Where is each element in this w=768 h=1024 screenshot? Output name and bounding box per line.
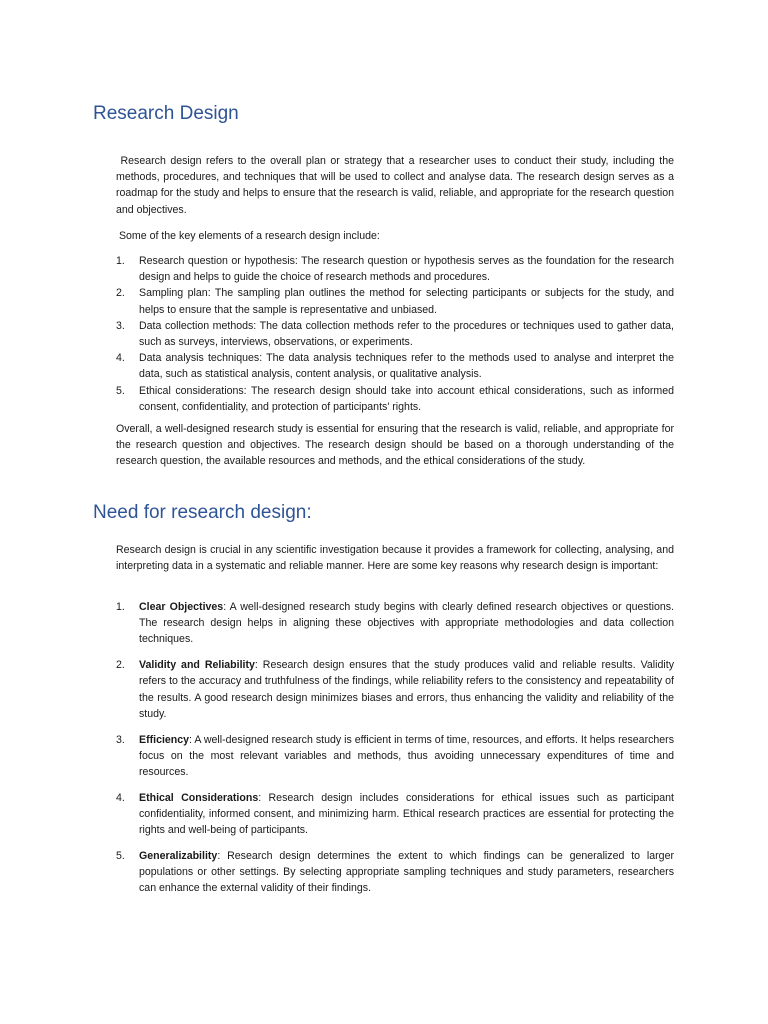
overall-paragraph: Overall, a well-designed research study is essential for ensuring that the research is valid, reliable, and appropriate for the research question and objectives. The research design should be based on a thorough understanding of the research question, the available resources and methods, and the ethical considerations of the study. (116, 423, 674, 468)
list-item: 4. Ethical Considerations: Research design includes considerations for ethical issues such as participant confidentiality, informed consent, and minimizing harm. Ethical research practices are essential for protecting the rights and well-being of participants. (116, 791, 674, 837)
research-design-intro: Research design refers to the overall plan or strategy that a researcher uses to conduct their study, including the methods, procedures, and techniques that will be used to collect and analyse data. The research design serves as a roadmap for the study and helps to ensure that the research is valid, reliable, and appropriate for the research question and objectives. (116, 155, 674, 216)
list-item: 1. Research question or hypothesis: The research question or hypothesis serves as the foundation for the research design and helps to guide the choice of research methods and procedures. (116, 255, 674, 284)
key-elements-list (116, 253, 674, 415)
list-item: 1. Clear Objectives: A well-designed research study begins with clearly defined research objectives or questions. The research design helps in aligning these objectives with appropriate methodologies and data collection techniques. (116, 601, 674, 646)
list-item: 5. Generalizability: Research design determines the extent to which findings can be generalized to larger populations or other settings. By selecting appropriate sampling techniques and study parameters, researchers can enhance the external validity of their findings. (116, 850, 674, 895)
list-item: 2. Sampling plan: The sampling plan outlines the method for selecting participants or subjects for the study, and helps to ensure that the sample is representative and unbiased. (116, 287, 674, 316)
section-heading-research-design: Research Design (93, 103, 239, 124)
list-item: 4. Data analysis techniques: The data analysis techniques refer to the methods used to analyse and interpret the data, such as statistical analysis, content analysis, or qualitative analysis. (116, 352, 674, 381)
list-item: 5. Ethical considerations: The research design should take into account ethical considerations, such as informed consent, confidentiality, and protection of participants' rights. (116, 384, 674, 413)
list-item: 3. Data collection methods: The data collection methods refer to the procedures or techniques used to gather data, such as surveys, interviews, observations, or experiments. (116, 319, 674, 349)
section-heading-need-for-research-design: Need for research design: (93, 502, 312, 523)
need-intro-paragraph: Research design is crucial in any scientific investigation because it provides a framework for collecting, analysing, and interpreting data in a systematic and reliable manner. Here are some key reasons why research design is important: (116, 544, 674, 573)
key-elements-intro: Some of the key elements of a research design include: (118, 230, 380, 242)
list-item: 2. Validity and Reliability: Research design ensures that the study produces valid and reliable results. Validity refers to the accuracy and truthfulness of the findings, while reliability refers to the consistency and repeatability of the results. A good research design minimizes biases and errors, thus enhancing the validity and reliability of the study. (116, 659, 674, 720)
reasons-list (116, 599, 674, 906)
list-item: 3. Efficiency: A well-designed research study is efficient in terms of time, resources, and efforts. It helps researchers focus on the most relevant variables and methods, thus avoiding unnecessary expenditures of time and resources. (116, 733, 674, 779)
